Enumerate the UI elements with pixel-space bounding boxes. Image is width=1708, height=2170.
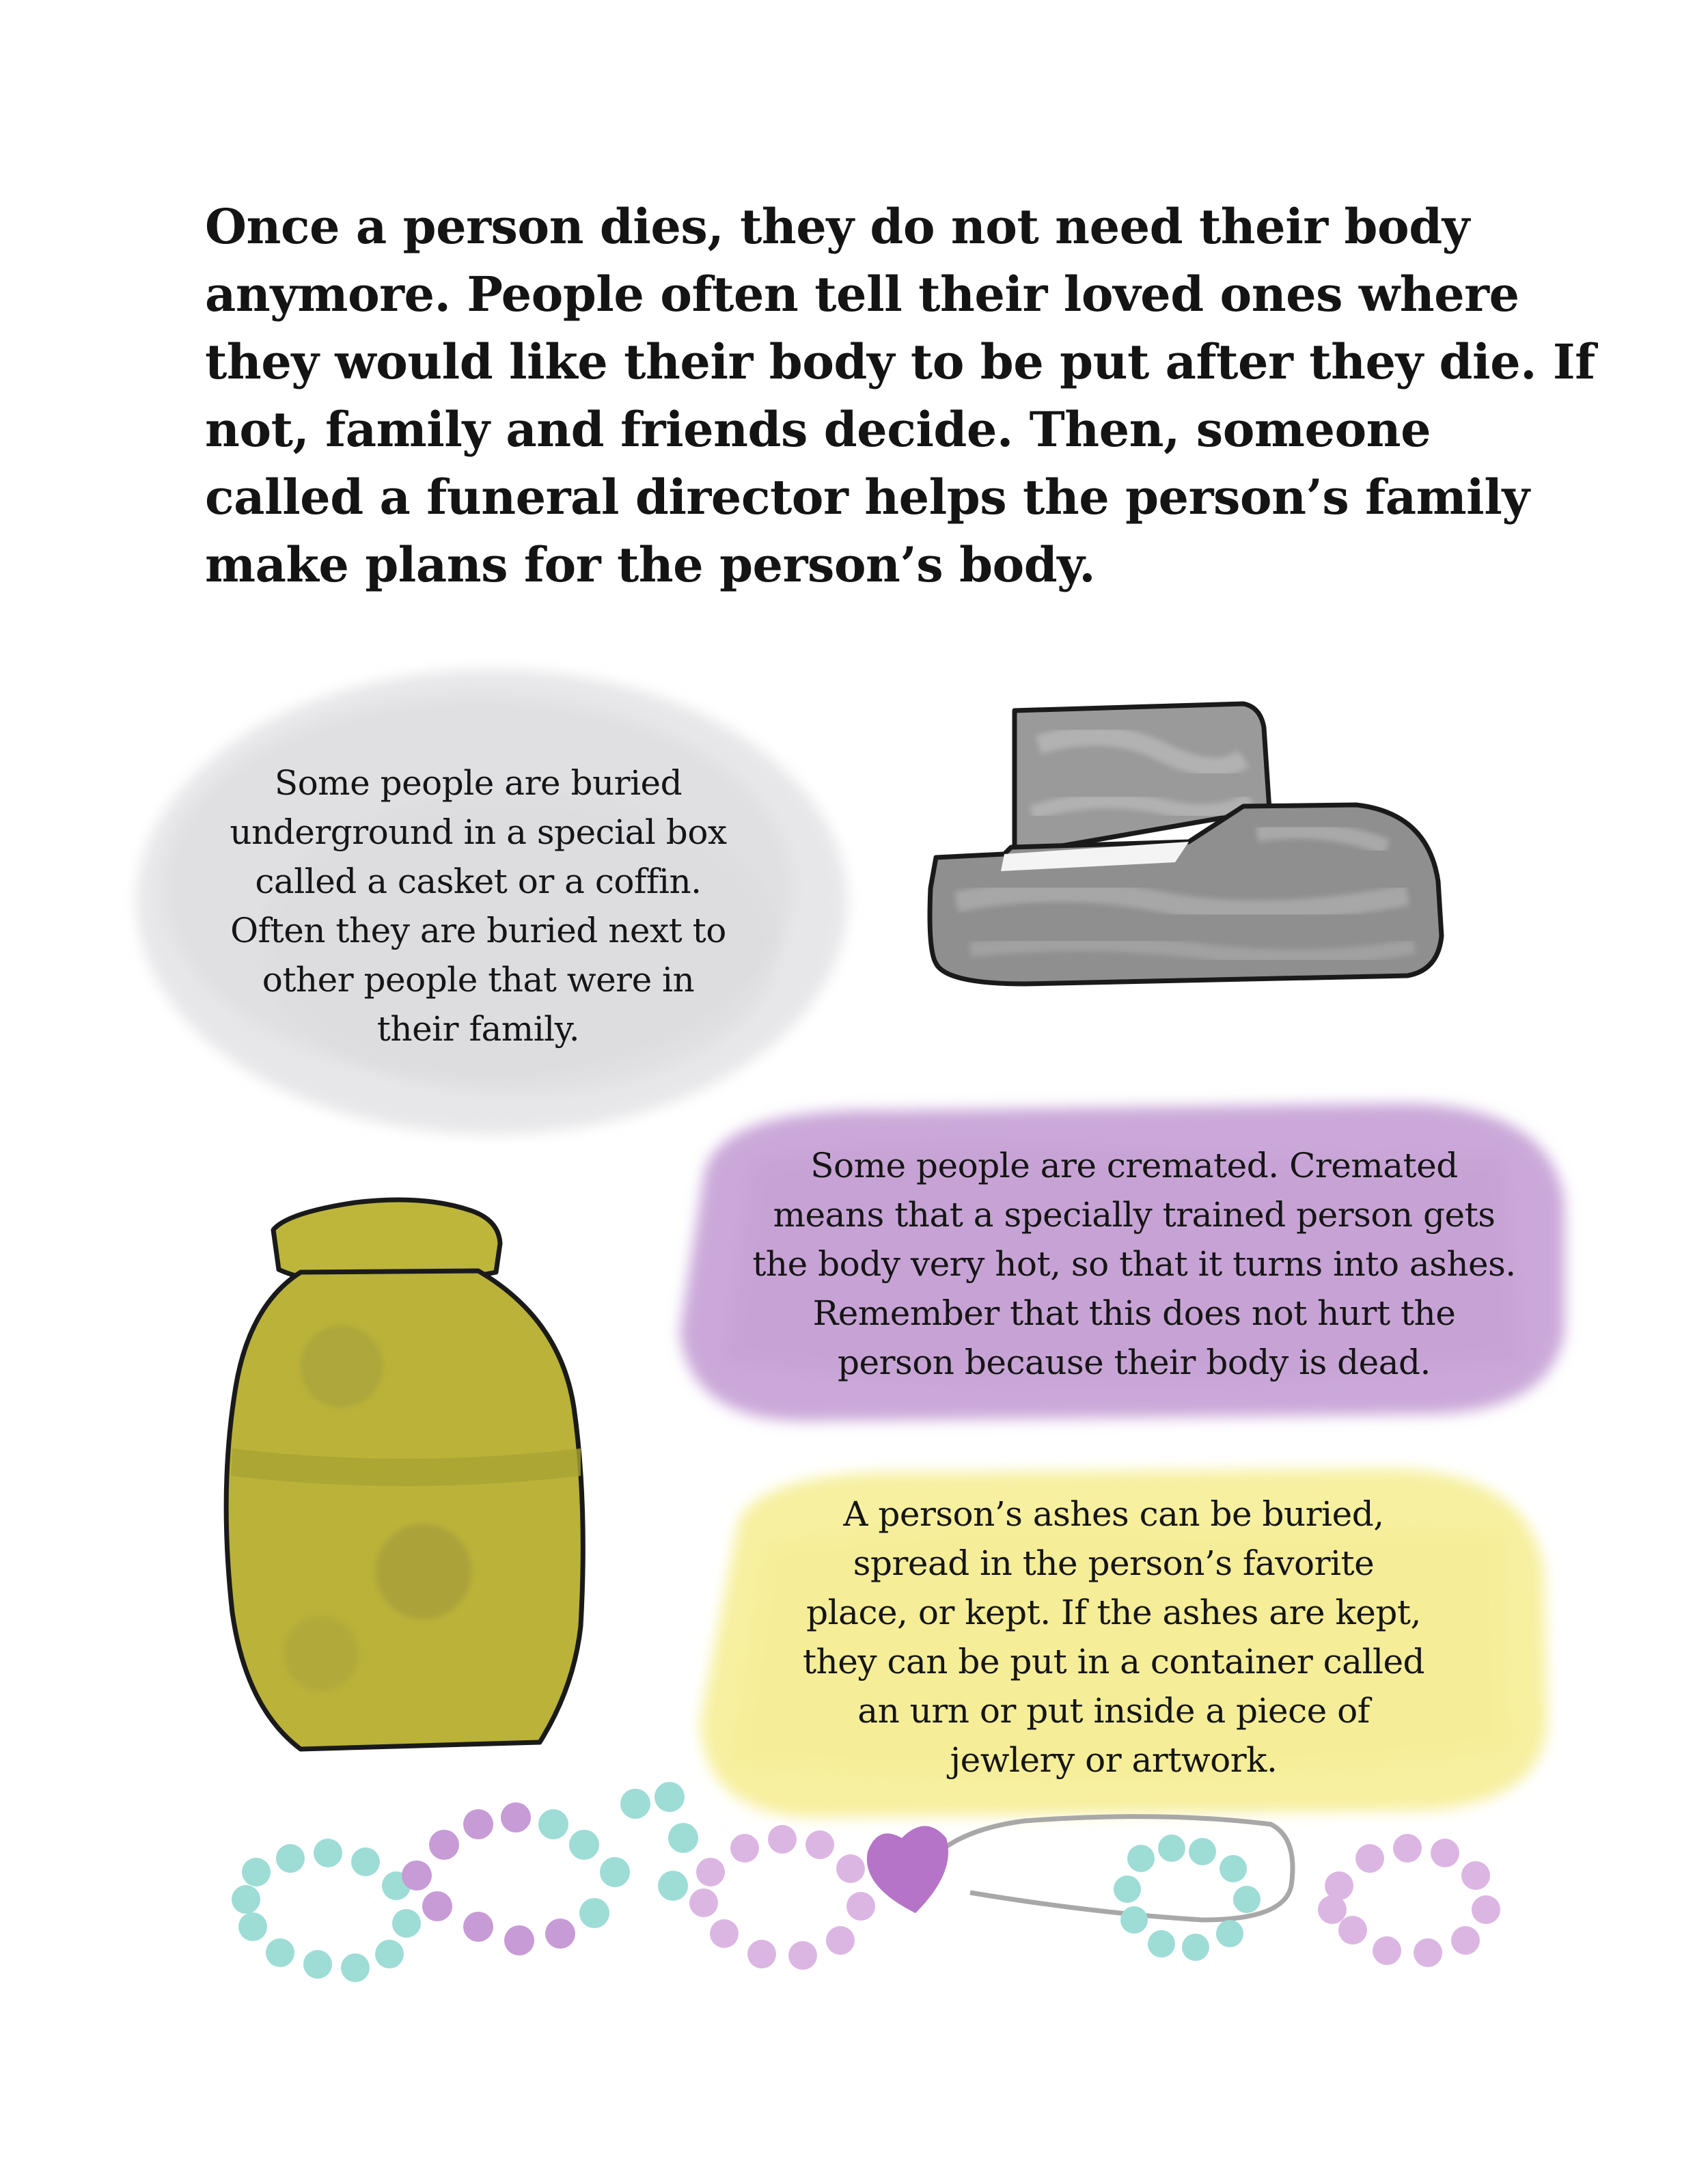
burial-line: other people that were in (262, 960, 695, 1000)
cremation-line: the body very hot, so that it turns into ashes. (752, 1244, 1516, 1284)
cremation-line: Remember that this does not hurt the (812, 1293, 1456, 1333)
intro-line: anymore. People often tell their loved ones where (205, 266, 1519, 322)
intro-line: make plans for the person’s body. (205, 536, 1096, 593)
bracelet-lilac (689, 1825, 875, 1970)
cremation-line: Some people are cremated. Cremated (810, 1146, 1458, 1185)
burial-line: Some people are buried (274, 763, 683, 803)
ashes-line: spread in the person’s favorite (853, 1543, 1375, 1583)
burial-line: underground in a special box (230, 812, 727, 852)
burial-line: their family. (376, 1009, 580, 1049)
cremation-text (711, 1141, 1558, 1387)
intro-paragraph (205, 193, 1595, 599)
ashes-line: they can be put in a container called (802, 1642, 1425, 1681)
urn-illustration (226, 1200, 583, 1749)
cremation-line: person because their body is dead. (838, 1343, 1431, 1382)
casket-illustration (930, 704, 1442, 984)
heart-icon (867, 1826, 948, 1914)
ashes-line: an urn or put inside a piece of (857, 1691, 1370, 1731)
intro-line: Once a person dies, they do not need their body (205, 198, 1470, 255)
bracelet-lilac-2 (1318, 1834, 1500, 1967)
intro-line: called a funeral director helps the person’s family (205, 469, 1530, 525)
intro-line: not, family and friends decide. Then, someone (205, 401, 1431, 458)
burial-line: called a casket or a coffin. (255, 862, 702, 901)
ashes-text (724, 1489, 1503, 1785)
burial-line: Often they are buried next to (230, 911, 726, 950)
ashes-line: place, or kept. If the ashes are kept, (806, 1593, 1421, 1632)
bracelet-purple-teal (402, 1782, 698, 1955)
burial-text (171, 758, 786, 1054)
ashes-line: jewlery or artwork. (950, 1740, 1278, 1780)
intro-line: they would like their body to be put after they die. If (205, 333, 1595, 390)
bracelet-teal (232, 1839, 421, 1982)
necklace-heart (867, 1817, 1293, 1961)
cremation-line: means that a specially trained person gets (773, 1195, 1496, 1235)
ashes-line: A person’s ashes can be buried, (843, 1494, 1384, 1534)
